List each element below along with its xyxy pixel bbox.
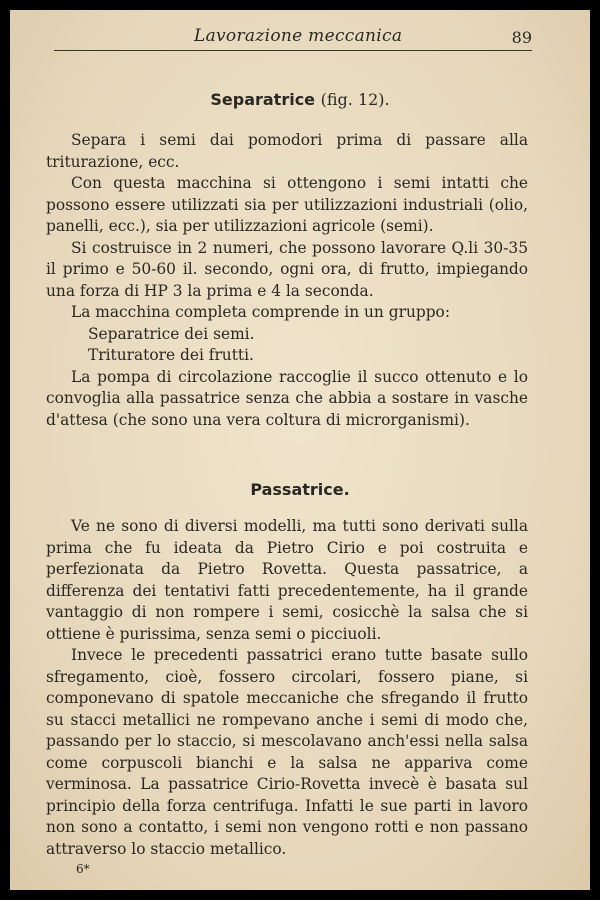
section-title-passatrice [10,480,590,499]
running-head [54,18,532,51]
paragraph: Invece le precedenti passatrici erano tutte basate sullo sfregamento, cioè, fossero circolari, fossero piane, si componevano di spatole meccaniche che sfregando il frutto su stacci metallici ne rompevano anche i semi di modo che, passando per lo staccio, si mescolavano anch'essi nella salsa come corpuscoli bianchi e la salsa ne appariva come verminosa. La passatrice Cirio-Rovetta invecè è basata sul principio della forza centrifuga. Infatti le sue parti in lavoro non sono a contatto, i semi non vengono rotti e non passano attraverso lo staccio metallico. [46,646,528,858]
paragraph: La pompa di circolazione raccoglie il succo ottenuto e lo convoglia alla passatrice senza che abbia a sostare in vasche d'attesa (che sono una vera coltura di microrganismi). [46,367,528,429]
printer-signature: 6* [76,862,90,876]
book-page [10,10,590,890]
running-title: Lavorazione meccanica [194,26,403,46]
section-title-text: Passatrice. [250,480,350,499]
paragraph: Separa i semi dai pomodori prima di passare alla triturazione, ecc. [46,131,528,171]
section-title-text: Separatrice [210,90,316,109]
paragraph: Ve ne sono di diversi modelli, ma tutti sono derivati sulla prima che fu ideata da Pietro Cirio e poi costruita e perfezionata da Pietro Rovetta. Questa passatrice, a differenza dei tentativi fatti precedentemente, ha il grande vantaggio di non rompere i semi, cosicchè la salsa che si ottiene è purissima, senza semi o picciuoli. [46,517,528,643]
paragraph: Si costruisce in 2 numeri, che possono lavorare Q.li 30-35 il primo e 50-60 il. secondo, ogni ora, di frutto, impiegando una forza di HP 3 la prima e 4 la seconda. [46,238,528,300]
section-title-separatrice [10,90,590,109]
section-body-separatrice [46,130,528,431]
page-number: 89 [511,28,532,47]
figure-reference: (fig. 12). [320,90,390,109]
list-item: Separatrice dei semi. [88,324,255,343]
section-body-passatrice [46,516,528,860]
paragraph: Con questa macchina si ottengono i semi intatti che possono essere utilizzati sia per utilizzazioni industriali (olio, panelli, ecc.), sia per utilizzazioni agricole (semi). [46,174,528,235]
paragraph: La macchina completa comprende in un gruppo: [71,303,451,321]
list-item: Trituratore dei frutti. [88,346,254,364]
